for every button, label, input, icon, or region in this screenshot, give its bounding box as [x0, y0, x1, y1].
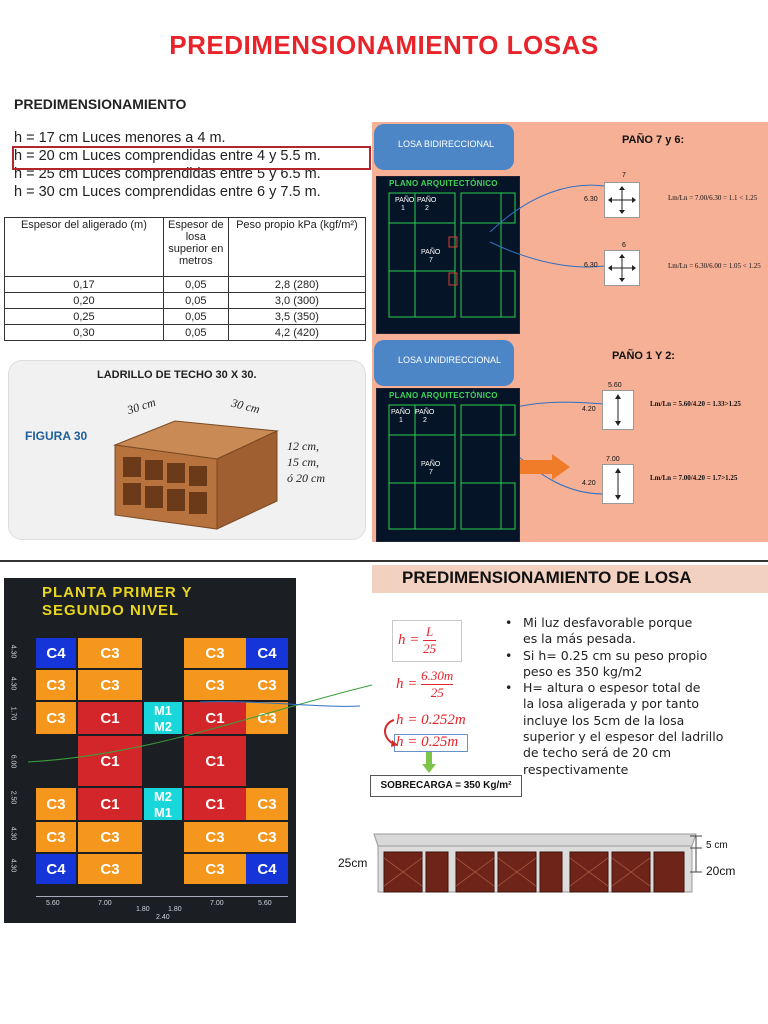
- rule-line: h = 17 cm Luces menores a 4 m.: [14, 130, 226, 146]
- slab-c3: C3: [246, 702, 288, 734]
- side-dim: 4.30: [9, 676, 17, 691]
- table-cell: 0,25: [5, 309, 164, 325]
- section-divider: [0, 560, 768, 562]
- panel-dim: 6.30: [584, 196, 598, 203]
- bullet-list: [505, 615, 768, 778]
- rule-line: h = 20 cm Luces comprendidas entre 4 y 5.5 m.: [14, 148, 321, 164]
- panel-dim: 6: [622, 242, 626, 249]
- section-dim: 5 cm: [706, 840, 728, 851]
- panel-dim: 7.00: [606, 456, 620, 463]
- bullet-line: es la más pesada.: [523, 631, 636, 647]
- table-cell: 0,30: [5, 325, 164, 341]
- plan-label: 7: [429, 257, 433, 264]
- bottom-dim: 5.60: [258, 900, 272, 907]
- table-header: Espesor del aligerado (m): [5, 218, 164, 277]
- slab-c3: C3: [36, 670, 76, 700]
- slab-c4: C4: [36, 854, 76, 884]
- table-cell: 0,05: [163, 293, 228, 309]
- slab-section-illustration: [370, 828, 700, 896]
- slab-direction-panel: [372, 122, 768, 542]
- bullet-line: incluye los 5cm de la losa: [523, 712, 685, 728]
- slab-m1: M1: [144, 804, 182, 820]
- slab-c3: C3: [184, 822, 246, 852]
- one-way-arrow-icon: [603, 465, 633, 503]
- slab-c3: C3: [78, 670, 142, 700]
- slab-c3: C3: [246, 788, 288, 820]
- ratio-text: Lm/Ln = 5.60/4.20 = 1.33>1.25: [650, 400, 741, 408]
- ratio-text: Lm/Ln = 7.00/4.20 = 1.7>1.25: [650, 474, 738, 482]
- slab-m1: M1: [144, 702, 182, 718]
- slab-c1: C1: [78, 702, 142, 734]
- bullet-line: peso es 350 kg/m2: [523, 663, 643, 679]
- plan-label: PAÑO: [421, 461, 441, 468]
- side-dim: 1.70: [9, 706, 17, 721]
- two-way-arrow-icon: [605, 251, 639, 285]
- weights-table: [4, 217, 366, 341]
- table-cell: 3,0 (300): [228, 293, 365, 309]
- rules-panel: [0, 84, 370, 544]
- rules-heading: PREDIMENSIONAMIENTO: [14, 96, 187, 112]
- down-arrow-icon: [422, 752, 436, 774]
- bottom-dim: 2.40: [156, 914, 170, 921]
- slab-c1: C1: [184, 702, 246, 734]
- plan-label: PAÑO: [421, 249, 441, 256]
- slab-c3: C3: [36, 702, 76, 734]
- tag-unidireccional: [374, 340, 514, 386]
- side-dim: 2.50: [9, 790, 17, 805]
- slab-m2: M2: [144, 788, 182, 804]
- pano-card: [602, 464, 634, 504]
- section-dim: 20cm: [706, 864, 736, 878]
- formula-numerator: 6.30m: [421, 668, 454, 683]
- table-cell: 0,05: [163, 277, 228, 293]
- panel-dim: 6.30: [584, 262, 598, 269]
- slab-c4: C4: [246, 854, 288, 884]
- table-cell: 0,17: [5, 277, 164, 293]
- slab-c3: C3: [184, 638, 246, 668]
- slab-c1: C1: [78, 788, 142, 820]
- side-dim: 4.30: [9, 858, 17, 873]
- slab-c3: C3: [78, 854, 142, 884]
- slab-c1: C1: [184, 736, 246, 786]
- brick-figure: [8, 360, 366, 540]
- tag-label: LOSA UNIDIRECCIONAL: [398, 355, 502, 365]
- panel-dim: 4.20: [582, 406, 596, 413]
- rule-highlight-box: [12, 146, 371, 170]
- bottom-dim: 7.00: [210, 900, 224, 907]
- one-way-arrow-icon: [603, 391, 633, 429]
- pano-heading: PAÑO 7 y 6:: [622, 134, 685, 146]
- slab-c3: C3: [184, 670, 246, 700]
- bullet-line: superior y el espesor del ladrillo: [523, 729, 724, 745]
- predim-heading: PREDIMENSIONAMIENTO DE LOSA: [402, 568, 692, 587]
- curved-arrow-icon: [380, 716, 400, 750]
- table-cell: 4,2 (420): [228, 325, 365, 341]
- slab-c3: C3: [246, 670, 288, 700]
- slab-c1: C1: [184, 788, 246, 820]
- plan-title-line: PLANTA PRIMER Y: [42, 584, 193, 601]
- tag-label: LOSA BIDIRECCIONAL: [398, 139, 495, 149]
- dim-bracket: [688, 834, 704, 874]
- table-header: Espesor de losa superior en metros: [163, 218, 228, 277]
- bottom-dim: 7.00: [98, 900, 112, 907]
- table-cell: 3,5 (350): [228, 309, 365, 325]
- brick-illustration: [105, 405, 285, 531]
- bullet-item: • H= altura o espesor total de: [505, 680, 768, 696]
- plan-unidireccional: [376, 388, 520, 542]
- slab-c3: C3: [78, 822, 142, 852]
- bullet-item: • Si h= 0.25 cm su peso propio: [505, 648, 768, 664]
- bullet-line: la losa aligerada y por tanto: [523, 696, 700, 712]
- panel-dim: 5.60: [608, 382, 622, 389]
- ratio-text: Lm/Ln = 6.30/6.00 = 1.05 < 1.25: [668, 262, 761, 270]
- bullet-line: de techo será de 20 cm respectivamente: [523, 745, 672, 777]
- slab-c3: C3: [246, 822, 288, 852]
- table-cell: 2,8 (280): [228, 277, 365, 293]
- plan-label: PAÑO: [395, 197, 415, 204]
- slab-c3: C3: [36, 822, 76, 852]
- formula-denominator: 25: [430, 685, 444, 700]
- formula-h-l: h = $\frac{L}{25}$: [398, 624, 437, 656]
- dim-line: [36, 896, 288, 897]
- formula-result: h = 0.252m: [396, 712, 466, 728]
- pano-card: [604, 182, 640, 218]
- formula-h-value: h = $\frac{6.30m}{25}$: [396, 668, 454, 700]
- plan-title: PLANO ARQUITECTÓNICO: [389, 179, 498, 188]
- bullet-item: • Mi luz desfavorable porque: [505, 615, 768, 631]
- dim-label: 30 cm: [125, 394, 158, 418]
- connector-arrows: [0, 660, 380, 770]
- slab-c3: C3: [36, 788, 76, 820]
- table-header: Peso propio kPa (kgf/m²): [228, 218, 365, 277]
- section-dim: 25cm: [338, 856, 368, 870]
- formula-rounded: h = 0.25m: [396, 734, 459, 750]
- plan-label: 2: [425, 205, 429, 212]
- slab-c4: C4: [36, 638, 76, 668]
- slab-c3: C3: [184, 854, 246, 884]
- bottom-dim: 1.80: [168, 906, 182, 913]
- dim-label: 30 cm: [229, 395, 262, 417]
- page-title: PREDIMENSIONAMIENTO LOSAS: [169, 30, 599, 60]
- rule-line: h = 25 cm Luces comprendidas entre 5 y 6.5 m.: [14, 166, 321, 182]
- slab-m2: M2: [144, 718, 182, 734]
- plan-label: PAÑO: [417, 197, 437, 204]
- slab-c1: C1: [78, 736, 142, 786]
- panel-dim: 4.20: [582, 480, 596, 487]
- plan-label: PAÑO: [391, 409, 411, 416]
- table-row: [5, 293, 366, 309]
- table-row: [5, 325, 366, 341]
- plan-label: 7: [429, 469, 433, 476]
- pano-card: [602, 390, 634, 430]
- sobrecarga-box: SOBRECARGA = 350 Kg/m²: [370, 775, 522, 797]
- height-label: ó 20 cm: [287, 471, 325, 485]
- plan-title-line: SEGUNDO NIVEL: [42, 602, 180, 619]
- bottom-dim: 1.80: [136, 906, 150, 913]
- predim-heading-bar: [372, 565, 768, 593]
- height-label: 12 cm,: [287, 439, 319, 453]
- table-cell: 0,05: [163, 325, 228, 341]
- two-way-arrow-icon: [605, 183, 639, 217]
- pano-heading: PAÑO 1 Y 2:: [612, 350, 675, 362]
- side-dim: 4.30: [9, 826, 17, 841]
- side-dim: 6.00: [9, 754, 17, 769]
- plan-label: 2: [423, 417, 427, 424]
- plan-title: PLANO ARQUITECTÓNICO: [389, 391, 498, 400]
- bottom-dim: 5.60: [46, 900, 60, 907]
- table-cell: 0,20: [5, 293, 164, 309]
- table-row: [5, 277, 366, 293]
- pano-card: [604, 250, 640, 286]
- slab-c4: C4: [246, 638, 288, 668]
- slab-c3: C3: [78, 638, 142, 668]
- panel-dim: 7: [622, 172, 626, 179]
- ratio-text: Lm/Ln = 7.00/6.30 = 1.1 < 1.25: [668, 194, 758, 202]
- table-cell: 0,05: [163, 309, 228, 325]
- rule-line: h = 30 cm Luces comprendidas entre 6 y 7.5 m.: [14, 184, 321, 200]
- plan-label: 1: [401, 205, 405, 212]
- plan-label: 1: [399, 417, 403, 424]
- side-dim: 4.30: [9, 644, 17, 659]
- plan-label: PAÑO: [415, 409, 435, 416]
- table-row: [5, 309, 366, 325]
- figure-label: FIGURA 30: [25, 429, 88, 443]
- right-arrow-icon: [518, 454, 572, 480]
- figure-title: LADRILLO DE TECHO 30 X 30.: [97, 369, 257, 381]
- height-label: 15 cm,: [287, 455, 319, 469]
